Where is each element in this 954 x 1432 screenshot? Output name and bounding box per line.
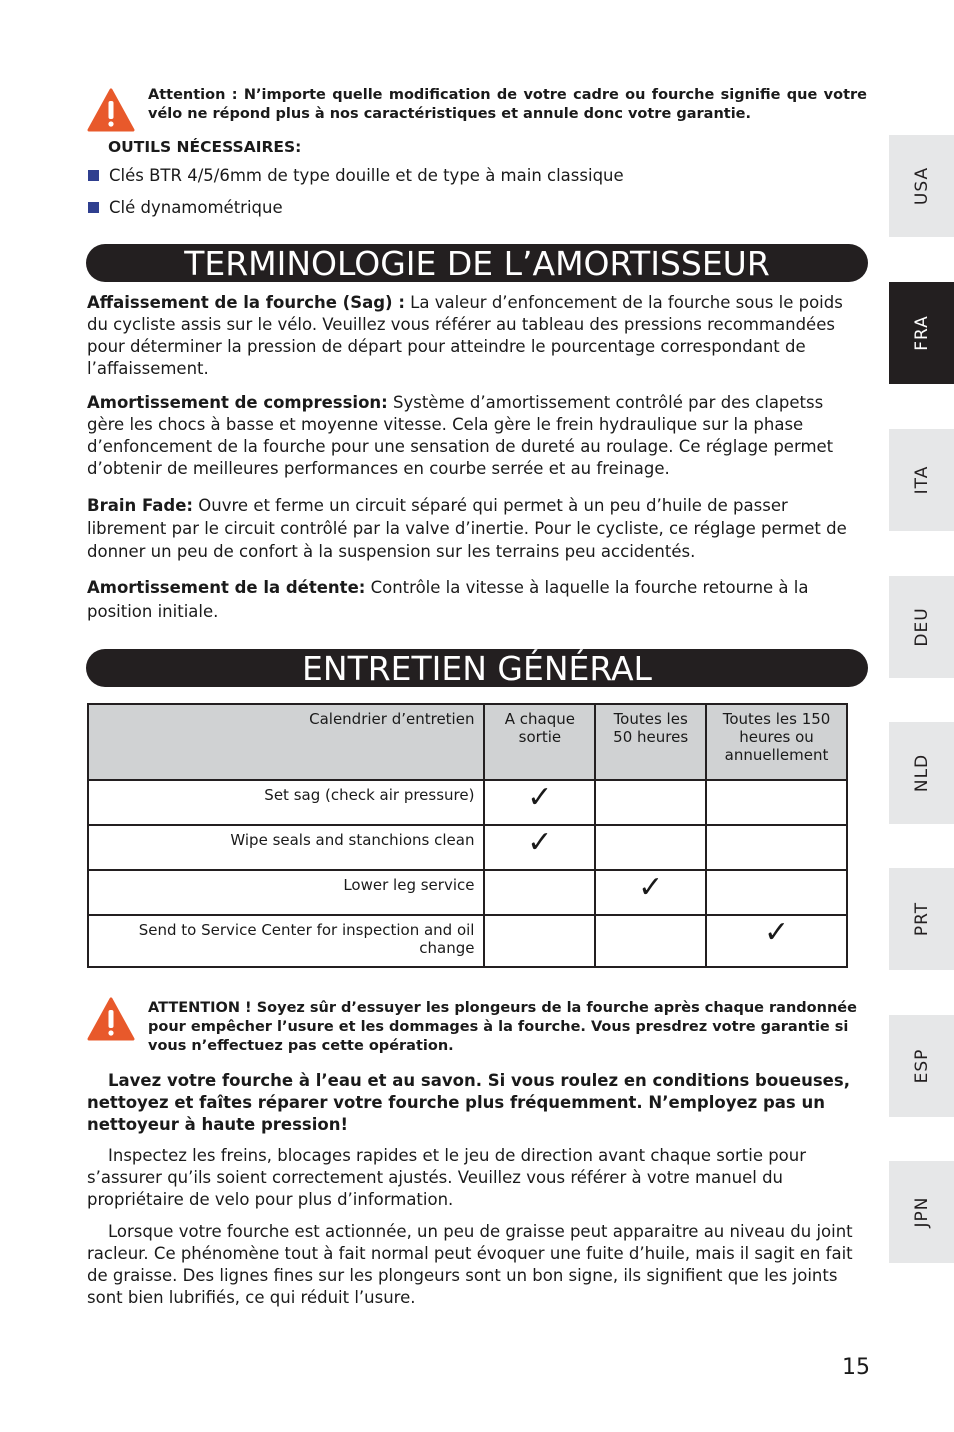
table-row: [88, 915, 847, 967]
table-cell: [706, 825, 847, 870]
tab-esp[interactable]: ESP: [889, 1015, 954, 1117]
warning-icon: [87, 88, 135, 132]
table-cell-task: Send to Service Center for inspection and oil change: [88, 915, 484, 967]
tab-usa[interactable]: USA: [889, 135, 954, 237]
tools-title: OUTILS NÉCESSAIRES:: [108, 138, 302, 156]
tab-fra[interactable]: FRA: [889, 282, 954, 384]
warning-icon: [87, 997, 135, 1041]
warning-modification-text: Attention : N’importe quelle modification de votre cadre ou fourche signifie que votre vélo ne répond plus à nos caractéristiques et annule donc votre garantie.: [148, 87, 867, 122]
table-header: Toutes les 50 heures: [595, 704, 706, 780]
tab-jpn[interactable]: JPN: [889, 1161, 954, 1263]
paragraph-inspect: Inspectez les freins, blocages rapides et le jeu de direction avant chaque sortie pour s’assurer qu’ils soient correctement ajustés. Veuillez vous référer à votre manuel du propriétaire de velo pour plus d’information.: [87, 1146, 807, 1209]
bullet-square-icon: [88, 170, 99, 181]
checkmark-icon: ✓: [706, 915, 847, 967]
table-cell: [595, 915, 706, 967]
table-cell: [595, 780, 706, 825]
table-header: Toutes les 150 heures ou annuellement: [706, 704, 847, 780]
tab-deu[interactable]: DEU: [889, 576, 954, 678]
paragraph-grease: Lorsque votre fourche est actionnée, un peu de graisse peut apparaitre au niveau du joint racleur. Ce phénomène tout à fait normal peut évoquer une fuite d’huile, mais il sagit en fait de graisse. Des lignes fines sur les plongeurs sont un bon signe, ils signifient que les joints sont bien lubrifiés, ce qui réduit l’usure.: [87, 1222, 853, 1307]
term-sag: Affaissement de la fourche (Sag) : La valeur d’enfoncement de la fourche sous le poids du cycliste assis sur le vélo. Veuillez vous référer au tableau des pressions recommandées pour déterminer la pression de départ pour atteindre le pourcentage correspondant de l’affaissement.: [87, 293, 843, 378]
table-row: [88, 870, 847, 915]
tab-nld[interactable]: NLD: [889, 722, 954, 824]
warning-wipe-text: ATTENTION ! Soyez sûr d’essuyer les plongeurs de la fourche après chaque randonnée pour empêcher l’usure et les dommages à la fourche. Vous presdrez votre garantie si vous n’effectuez pas cette opération.: [148, 1000, 857, 1054]
table-cell: [484, 870, 595, 915]
table-cell-task: Lower leg service: [88, 870, 484, 915]
tool-item: Clés BTR 4/5/6mm de type douille et de type à main classique: [88, 166, 624, 185]
checkmark-icon: ✓: [484, 825, 595, 870]
table-header-row: [88, 704, 847, 780]
section-title-terminology: TERMINOLOGIE DE L’AMORTISSEUR: [86, 244, 868, 282]
checkmark-icon: ✓: [595, 870, 706, 915]
term-brain-fade: Brain Fade: Ouvre et ferme un circuit séparé qui permet à un peu d’huile de passer librement par le circuit contrôlé par la valve d’inertie. Pour le cycliste, ce réglage permet de donner un peu de confort à la suspension sur les terrains peu accidentés.: [87, 496, 847, 561]
term-rebound: Amortissement de la détente: Contrôle la vitesse à laquelle la fourche retourne à la position initiale.: [87, 578, 809, 621]
tool-item: Clé dynamométrique: [88, 198, 283, 217]
bullet-square-icon: [88, 202, 99, 213]
table-header: Calendrier d’entretien: [88, 704, 484, 780]
tab-prt[interactable]: PRT: [889, 868, 954, 970]
table-row: [88, 825, 847, 870]
table-cell-task: Set sag (check air pressure): [88, 780, 484, 825]
table-header: A chaque sortie: [484, 704, 595, 780]
table-cell: [706, 780, 847, 825]
table-cell: [706, 870, 847, 915]
checkmark-icon: ✓: [484, 780, 595, 825]
term-compression: Amortissement de compression: Système d’amortissement contrôlé par des clapetss gère les chocs à basse et moyenne vitesse. Cela gère le frein hydraulique sur la phase d’enfoncement de la fourche pour une sensation de dureté au roulage. Ce réglage permet d’obtenir de meilleures performances en courbe serrée et au freinage.: [87, 393, 834, 478]
section-title-maintenance: ENTRETIEN GÉNÉRAL: [86, 649, 868, 687]
maintenance-table: [87, 703, 848, 968]
table-cell: [484, 915, 595, 967]
tab-ita[interactable]: ITA: [889, 429, 954, 531]
paragraph-wash: Lavez votre fourche à l’eau et au savon. Si vous roulez en conditions boueuses, nettoyez et faîtes réparer votre fourche plus fréquemment. N’employez pas un nettoyeur à haute pression!: [87, 1071, 850, 1134]
table-cell-task: Wipe seals and stanchions clean: [88, 825, 484, 870]
table-row: [88, 780, 847, 825]
table-cell: [595, 825, 706, 870]
page-number: 15: [842, 1355, 870, 1380]
